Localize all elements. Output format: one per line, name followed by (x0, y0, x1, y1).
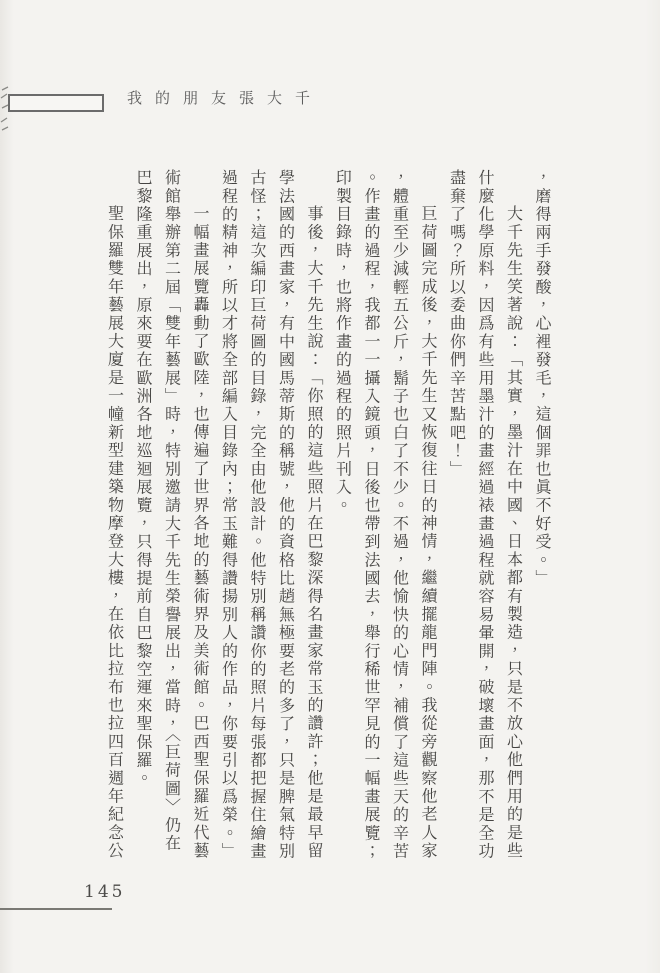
footer-rule (0, 908, 112, 910)
page-number: 145 (84, 882, 126, 902)
running-head-title: 我的朋友張大千 (127, 89, 324, 107)
paragraph-continuation: ，磨得兩手發酸，心裡發毛，這個罪也眞不好受。」 (533, 169, 552, 588)
paragraph: 一幅畫展覽轟動了歐陸，也傳遍了世界各地的藝術界及美術館。巴西聖保羅近代藝術館舉辦第二屆「雙年藝展」時，特別邀請大千先生榮譽展出，當時，〈巨荷圖〉仍在巴黎隆重展出，原來要在歐洲各地巡迴展覽，只得提前自巴黎空運來聖保羅。 (134, 169, 210, 861)
header-blank-box (8, 94, 104, 112)
paragraph: 事後，大千先生說：「你照的這些照片在巴黎深得名畫家常玉的讚許；他是最早留學法國的西畫家，有中國馬蒂斯的稱號，他的資格比趙無極要老的多了，只是脾氣特別古怪；這次編印巨荷圖的目錄，完全由他設計。他特別稱讚你的照片每張都把握住繪畫過程的精神，所以才將全部編入目錄內；常玉難得讚揚別人的作品，你要引以爲榮。」 (219, 169, 324, 861)
body-text (94, 169, 556, 862)
paragraph: 聖保羅雙年藝展大廈是一幢新型建築物摩登大樓，在依比拉布也拉四百週年紀念公 (105, 205, 125, 861)
paragraph: 大千先生笑著說：「其實，墨汁在中國、日本都有製造，只是不放心他們用的是些什麼化學原料，因爲有些用墨汁的畫經過裱畫過程就容易暈開，破壞畫面，那不是全功盡棄了嗎？所以委曲你們辛苦點吧！」 (447, 169, 524, 861)
paragraph: 巨荷圖完成後，大千先生又恢復往日的神情，繼續擺龍門陣。我從旁觀察他老人家，體重至少減輕五公斤，鬍子也白了不少。不過，他愉快的心情，補償了這些天的辛苦。作畫的過程，我都一一攝入鏡頭，日後也帶到法國去，舉行稀世罕見的一幅畫展覽；印製目錄時，也將作畫的過程的照片刊入。 (333, 169, 438, 861)
